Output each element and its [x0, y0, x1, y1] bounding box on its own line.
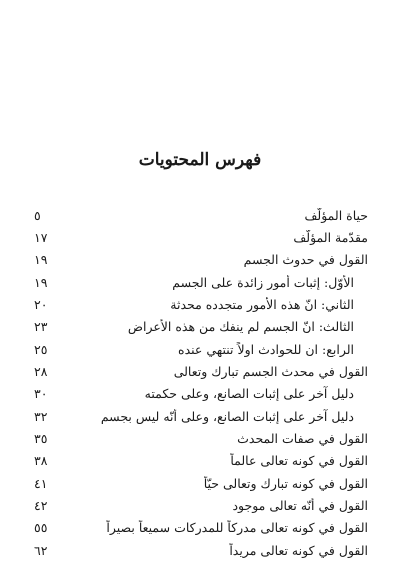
toc-entry: [34, 450, 368, 472]
page-title: فهرس المحتويات: [138, 150, 262, 170]
toc-entry-title: القول في كونه تعالى مدركاً للمدركات سميعاً بصيراً: [106, 520, 368, 536]
toc-entry-page-number: ١٧: [34, 230, 48, 246]
toc-entry-title: دليل آخر على إثبات الصانع، وعلى أنّه ليس بجسم: [100, 408, 354, 424]
toc-entry: [34, 360, 368, 382]
toc-entry-page-number: ٥٥: [34, 520, 48, 536]
toc-entry: [34, 494, 368, 516]
toc-entry-page-number: ٤٢: [34, 498, 48, 514]
toc-entry-page-number: ٣٨: [34, 453, 48, 469]
toc-entry-title: الثالث: انّ الجسم لم ينفك من هذه الأعراض: [127, 319, 354, 335]
toc-entry-title: مقدّمة المؤلّف: [293, 230, 368, 246]
toc-entry-page-number: ٤١: [34, 475, 48, 491]
toc-entry-page-number: ٣٥: [34, 431, 48, 447]
toc-entry: [34, 204, 368, 226]
toc-entry-title: القول في كونه تعالى عالماً: [230, 453, 368, 469]
toc-entry: [34, 517, 368, 539]
toc-entry-page-number: ٥: [34, 207, 41, 223]
toc-entry-page-number: ٣٠: [34, 386, 48, 402]
toc-entry-title: حياة المؤلّف: [304, 207, 368, 223]
toc-entry-title: القول في محدث الجسم تبارك وتعالى: [173, 364, 368, 380]
table-of-contents: [34, 204, 368, 562]
toc-entry: [34, 271, 368, 293]
toc-entry-page-number: ٢٥: [34, 341, 48, 357]
toc-entry-page-number: ٢٨: [34, 364, 48, 380]
toc-entry: [34, 405, 368, 427]
toc-entry-title: القول في كونه تعالى مريداً: [229, 542, 368, 558]
toc-entry-page-number: ٦٢: [34, 542, 48, 558]
toc-entry-title: القول في كونه تبارك وتعالى حيّاً: [203, 475, 368, 491]
toc-entry-page-number: ١٩: [34, 252, 48, 268]
toc-entry-title: القول في صفات المحدث: [237, 431, 368, 447]
toc-entry-title: القول في أنّه تعالى موجود: [232, 498, 368, 514]
toc-entry-title: الرابع: ان للحوادث اولاً تنتهي عنده: [178, 341, 354, 357]
toc-entry-page-number: ٢٠: [34, 297, 48, 313]
toc-entry: [34, 383, 368, 405]
toc-entry: [34, 316, 368, 338]
toc-entry-page-number: ٣٢: [34, 408, 48, 424]
toc-entry: [34, 539, 368, 561]
toc-entry: [34, 427, 368, 449]
toc-entry-title: دليل آخر على إثبات الصانع، وعلى حكمته: [144, 386, 354, 402]
toc-entry-title: الثاني: انّ هذه الأمور متجدده محدثة: [170, 297, 354, 313]
toc-entry: [34, 293, 368, 315]
toc-entry: [34, 249, 368, 271]
toc-entry-page-number: ٢٣: [34, 319, 48, 335]
toc-entry-title: القول في حدوث الجسم: [243, 252, 368, 268]
toc-entry-page-number: ١٩: [34, 274, 48, 290]
toc-entry: [34, 472, 368, 494]
toc-entry: [34, 226, 368, 248]
toc-entry-title: الأوّل: إثبات أمور زائدة على الجسم: [172, 274, 354, 290]
toc-entry: [34, 338, 368, 360]
